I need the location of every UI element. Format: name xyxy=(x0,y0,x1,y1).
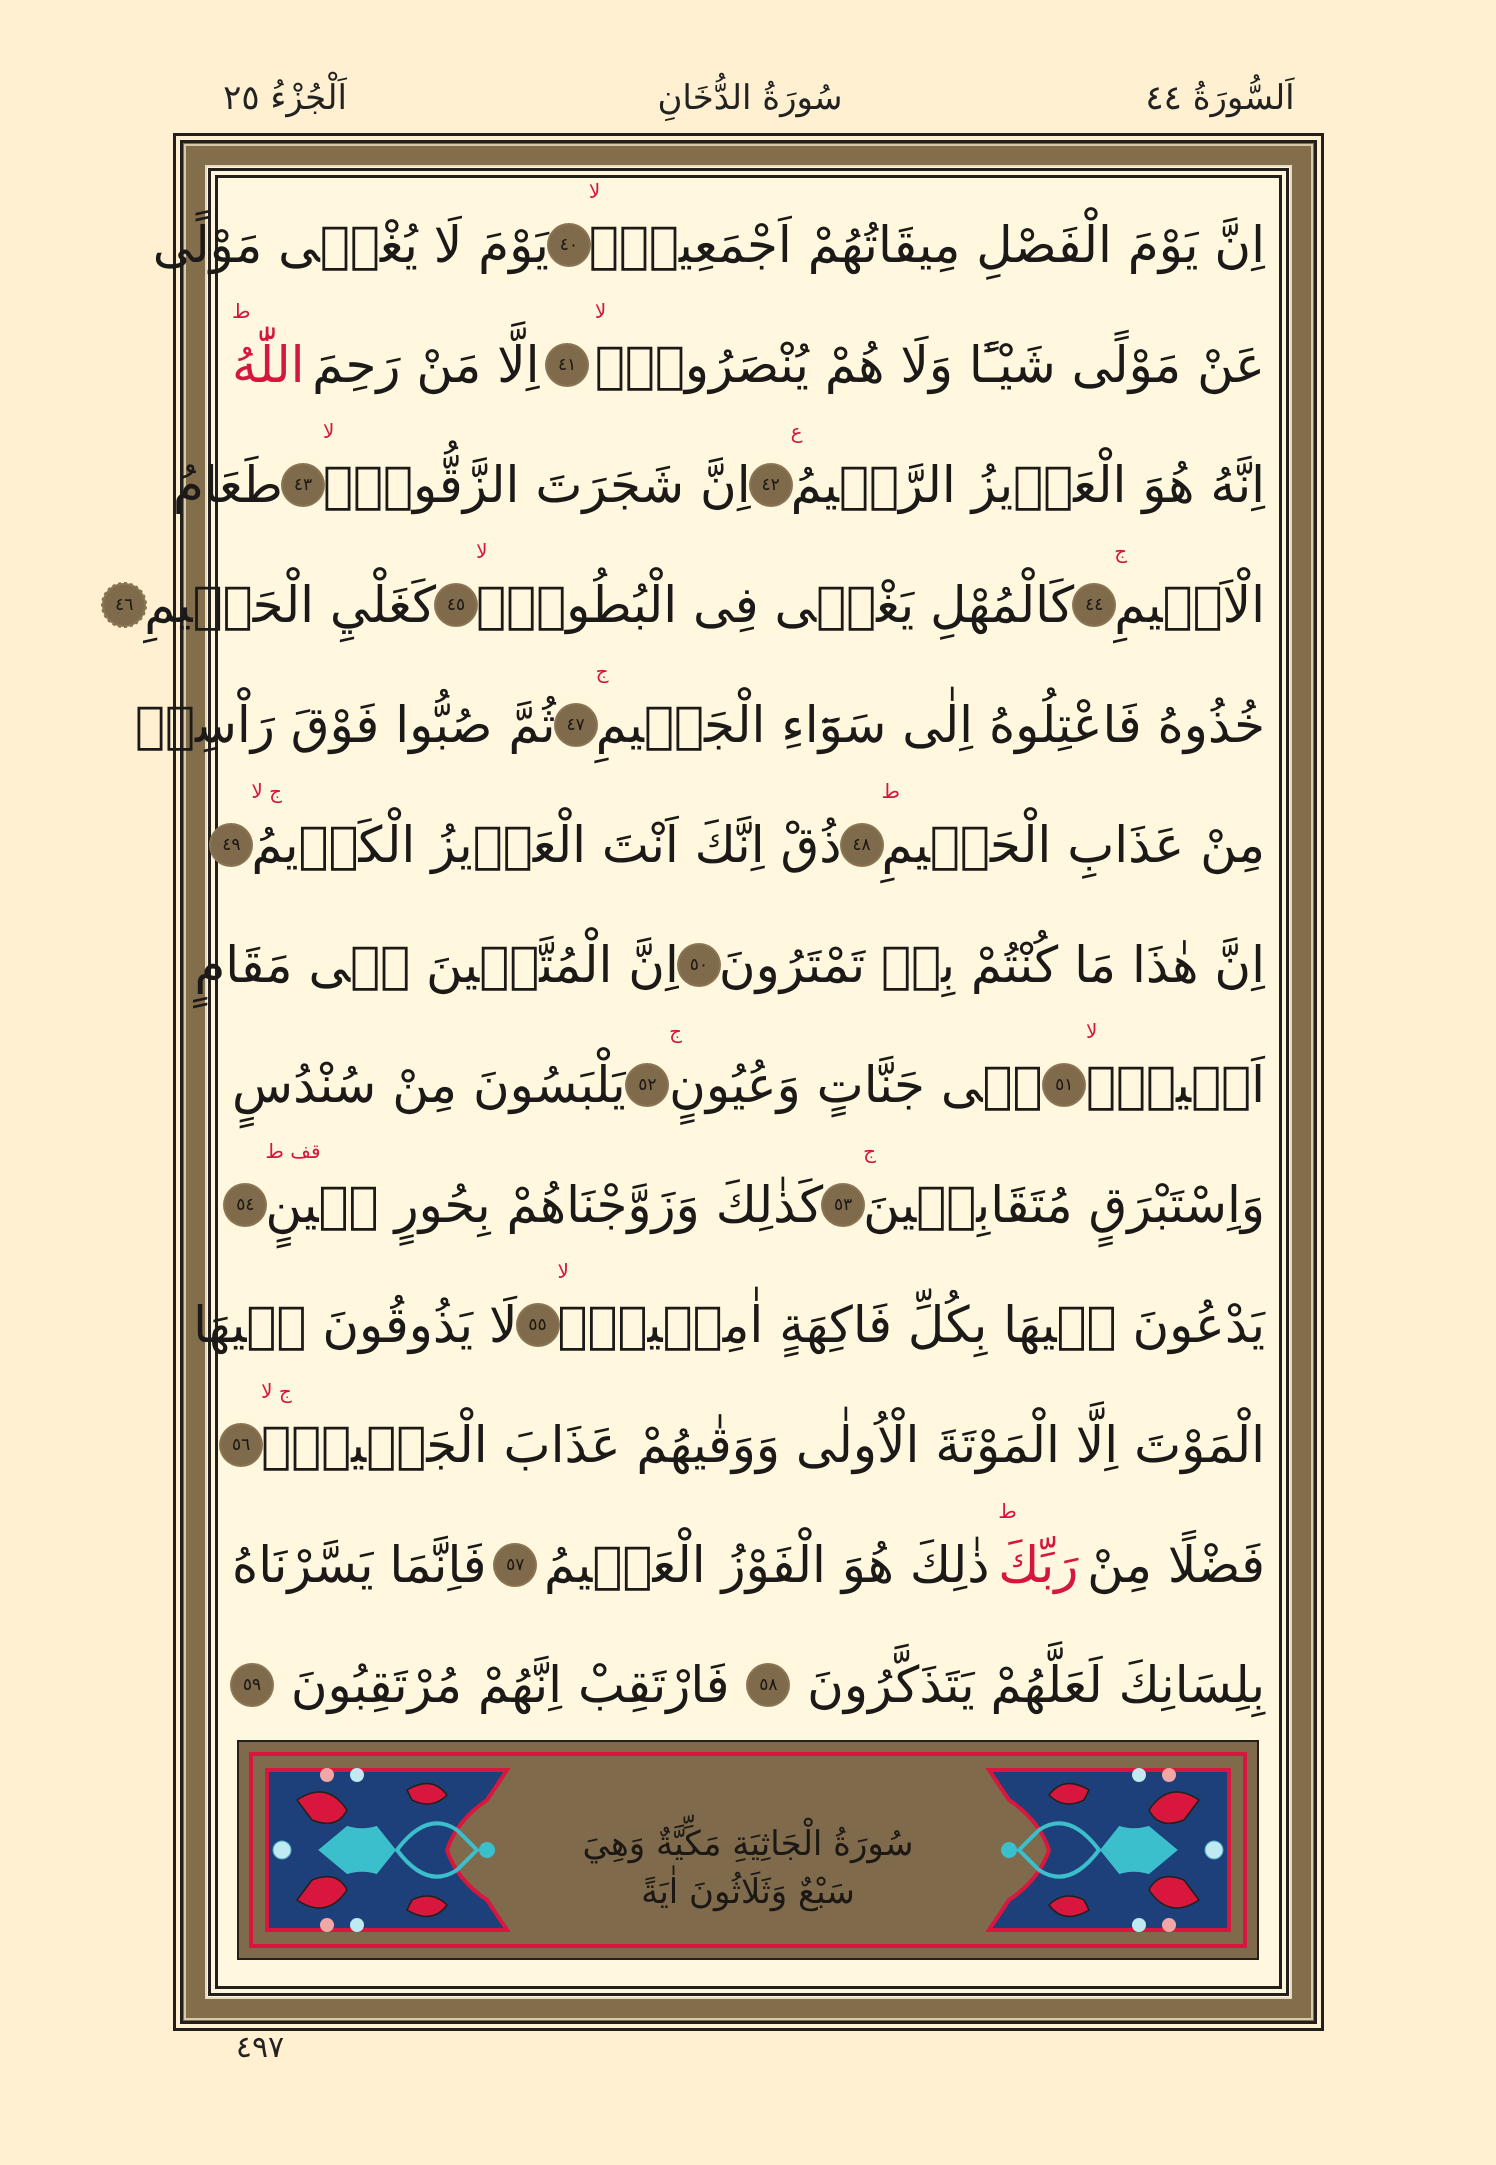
verse-text: عَنْ مَوْلًى شَيْـًٔا وَلَا هُمْ يُنْصَرُونَۙ لا xyxy=(594,299,1265,394)
ayah-number-marker: ٥٥ xyxy=(518,1305,558,1345)
verse-text: ذٰلِكَ هُوَ الْفَوْزُ الْعَظٖيمُ xyxy=(544,1536,990,1594)
ayah-number-marker: ٤٤ xyxy=(1074,585,1114,625)
text-line xyxy=(222,1625,1275,1745)
ayah-number-marker: ٤٦ xyxy=(104,585,144,625)
text-line xyxy=(222,1139,1275,1265)
floral-ornament-icon xyxy=(939,1760,1239,1940)
waqf-stop-sign: لا xyxy=(588,179,601,203)
waqf-stop-sign: ج xyxy=(669,1019,683,1043)
ayah-number-marker: ٤٧ xyxy=(556,705,596,745)
verse-text: فٖى جَنَّاتٍ وَعُيُونٍ ج xyxy=(669,1019,1043,1114)
surah-heading-banner xyxy=(237,1740,1259,1960)
surah-number-label: اَلسُّورَةُ ٤٤ xyxy=(1145,78,1295,118)
verse-text: وَاِسْتَبْرَقٍ مُتَقَابِلٖينَ ج xyxy=(863,1139,1265,1234)
ayah-number-marker: ٤٢ xyxy=(751,465,791,505)
text-line xyxy=(193,1259,1275,1385)
verse-text: يَوْمَ لَا يُغْنٖى مَوْلًى xyxy=(152,216,549,274)
ayah-number-marker: ٤٥ xyxy=(436,585,476,625)
verse-text: اِنَّ هٰذَا مَا كُنْتُمْ بِهٖ تَمْتَرُونَ xyxy=(718,936,1265,994)
verse-text: اَمٖينٍۙ لا xyxy=(1085,1019,1265,1114)
ayah-number-marker: ٥٩ xyxy=(232,1665,272,1705)
ayah-number-marker: ٤٠ xyxy=(549,225,589,265)
text-line xyxy=(222,1019,1275,1145)
text-line xyxy=(222,299,1275,425)
verse-text: الْمَوْتَ اِلَّا الْمَوْتَةَ الْاُولٰى وَوَقٰيهُمْ عَذَابَ الْجَحٖيمِۙ ج لا xyxy=(261,1379,1265,1474)
verse-text: لَا يَذُوقُونَ فٖيهَا xyxy=(193,1296,518,1354)
ayah-number-marker: ٥٣ xyxy=(823,1185,863,1225)
verse-text: اِنَّ الْمُتَّقٖينَ فٖى مَقَامٍ xyxy=(194,936,679,994)
verse-text: الْاَثٖيمِ ج xyxy=(1114,539,1265,634)
juz-label: اَلْجُزْءُ ٢٥ xyxy=(223,78,347,118)
highlighted-word: رَبِّكَ ط xyxy=(998,1499,1079,1594)
waqf-stop-sign: لا xyxy=(594,299,607,323)
quran-text-block xyxy=(115,179,1275,1745)
ayah-number-marker: ٥١ xyxy=(1044,1065,1084,1105)
ayah-number-marker: ٤١ xyxy=(547,345,587,385)
ayah-number-marker: ٥٢ xyxy=(627,1065,667,1105)
waqf-stop-sign: ط xyxy=(232,299,251,323)
waqf-stop-sign: ع xyxy=(790,419,803,443)
waqf-stop-sign: لا xyxy=(322,419,335,443)
verse-text: كَالْمُهْلِ يَغْلٖى فِى الْبُطُونِۙ لا xyxy=(476,539,1075,634)
waqf-stop-sign: ط xyxy=(881,779,901,803)
verse-text: فَارْتَقِبْ اِنَّهُمْ مُرْتَقِبُونَ xyxy=(290,1656,730,1714)
text-line xyxy=(152,179,1275,305)
verse-text: اِنَّهُ هُوَ الْعَزٖيزُ الرَّحٖيمُ ع xyxy=(790,419,1265,514)
verse-text: فَضْلًا مِنْ xyxy=(1087,1536,1265,1594)
waqf-stop-sign: لا xyxy=(557,1259,569,1283)
text-line xyxy=(134,659,1275,785)
verse-text: كَذٰلِكَ وَزَوَّجْنَاهُمْ بِحُورٍ عٖينٍ قف ط xyxy=(265,1139,824,1234)
next-surah-verse-count: سَبْعٌ وَثَلَاثُونَ اٰيَةً xyxy=(641,1872,855,1912)
verse-text: فَاِنَّمَا يَسَّرْنَاهُ xyxy=(232,1536,487,1594)
ayah-number-marker: ٥٧ xyxy=(495,1545,535,1585)
waqf-stop-sign: لا xyxy=(1085,1019,1098,1043)
verse-text: خُذُوهُ فَاعْتِلُوهُ اِلٰى سَوَٓاءِ الْجَحٖيمِ ج xyxy=(595,659,1265,754)
page-number: ٤٩٧ xyxy=(235,2030,285,2065)
text-line xyxy=(194,905,1275,1025)
text-line xyxy=(115,539,1275,665)
floral-ornament-icon xyxy=(257,1760,557,1940)
surah-title: سُورَةُ الدُّخَانِ xyxy=(657,78,843,118)
verse-text: اِنَّ يَوْمَ الْفَصْلِ مِيقَاتُهُمْ اَجْمَعِينَۙ لا xyxy=(588,179,1265,274)
verse-text: يَلْبَسُونَ مِنْ سُنْدُسٍ xyxy=(232,1056,626,1114)
waqf-stop-sign: قف ط xyxy=(265,1139,321,1163)
verse-text: اِنَّ شَجَرَتَ الزَّقُّومِۙ لا xyxy=(322,419,751,514)
text-line xyxy=(222,1499,1275,1625)
waqf-stop-sign: ج xyxy=(595,659,609,683)
ayah-number-marker: ٥٤ xyxy=(225,1185,265,1225)
highlighted-word: اللّٰهُ ط xyxy=(232,299,305,394)
verse-text: ذُقْ اِنَّكَ اَنْتَ الْعَزٖيزُ الْكَرٖيمُ ج لا xyxy=(251,779,842,874)
verse-text: كَغَلْيِ الْحَمٖيمِ xyxy=(144,576,437,634)
ayah-number-marker: ٤٣ xyxy=(283,465,323,505)
waqf-stop-sign: ط xyxy=(998,1499,1017,1523)
waqf-stop-sign: ج لا xyxy=(251,779,283,803)
next-surah-title: سُورَةُ الْجَاثِيَةِ مَكِّيَّةٌ وَهِيَ xyxy=(582,1824,914,1864)
text-line xyxy=(172,419,1275,545)
text-line xyxy=(222,779,1275,905)
verse-text: ثُمَّ صُبُّوا فَوْقَ رَاْسِهٖ xyxy=(134,696,556,754)
ayah-number-marker: ٥٠ xyxy=(679,945,719,985)
waqf-stop-sign: ج xyxy=(863,1139,877,1163)
waqf-stop-sign: لا xyxy=(476,539,488,563)
ayah-number-marker: ٤٩ xyxy=(211,825,251,865)
banner-text-panel xyxy=(579,1772,917,1928)
ayah-number-marker: ٤٨ xyxy=(842,825,882,865)
ayah-number-marker: ٥٨ xyxy=(748,1665,788,1705)
verse-text: طَعَامُ xyxy=(172,456,283,514)
verse-text: يَدْعُونَ فٖيهَا بِكُلِّ فَاكِهَةٍ اٰمِنٖينَۙ لا xyxy=(557,1259,1265,1354)
waqf-stop-sign: ج xyxy=(1114,539,1128,563)
ayah-number-marker: ٥٦ xyxy=(221,1425,261,1465)
verse-text: اِلَّا مَنْ رَحِمَ xyxy=(312,336,540,394)
verse-text: بِلِسَانِكَ لَعَلَّهُمْ يَتَذَكَّرُونَ xyxy=(807,1656,1265,1714)
waqf-stop-sign: ج لا xyxy=(261,1379,292,1403)
text-line xyxy=(222,1379,1275,1505)
verse-text: مِنْ عَذَابِ الْحَمٖيمِ ط xyxy=(881,779,1265,874)
